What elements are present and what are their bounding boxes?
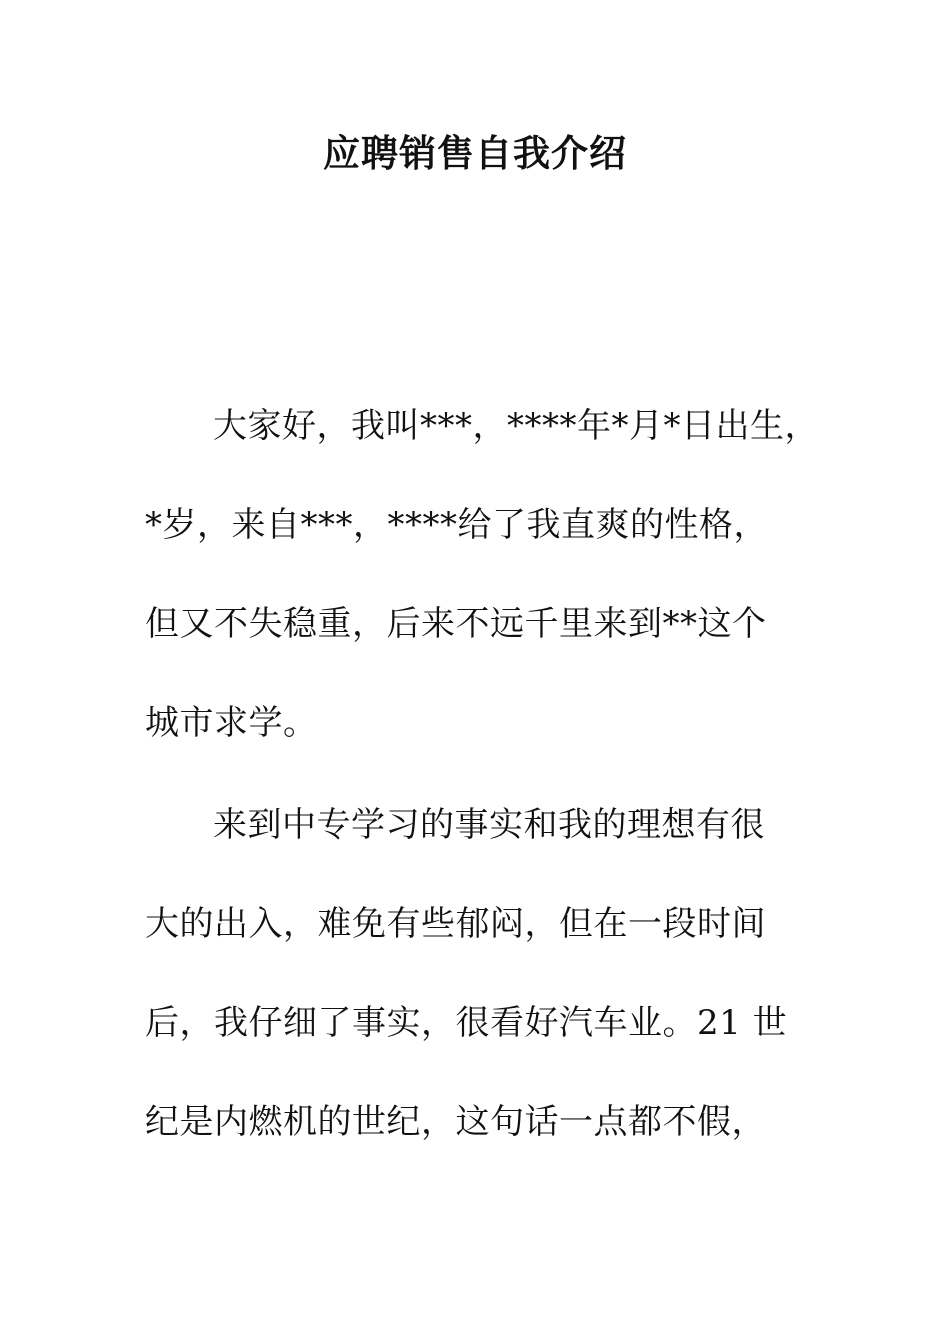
paragraph-line: 来到中专学习的事实和我的理想有很 bbox=[213, 805, 765, 845]
paragraph-line: 大家好，我叫***，****年*月*日出生， bbox=[213, 406, 819, 446]
paragraph-line: 大的出入，难免有些郁闷，但在一段时间 bbox=[145, 904, 766, 944]
paragraph-line: 但又不失稳重，后来不远千里来到**这个 bbox=[145, 604, 767, 644]
paragraph-line: 城市求学。 bbox=[145, 703, 318, 743]
paragraph-line: 纪是内燃机的世纪，这句话一点都不假， bbox=[145, 1102, 766, 1142]
paragraph-line: 后，我仔细了事实，很看好汽车业。21 世 bbox=[145, 1003, 788, 1043]
document-title: 应聘销售自我介绍 bbox=[323, 132, 627, 175]
paragraph-line: *岁，来自***，****给了我直爽的性格， bbox=[145, 505, 768, 545]
